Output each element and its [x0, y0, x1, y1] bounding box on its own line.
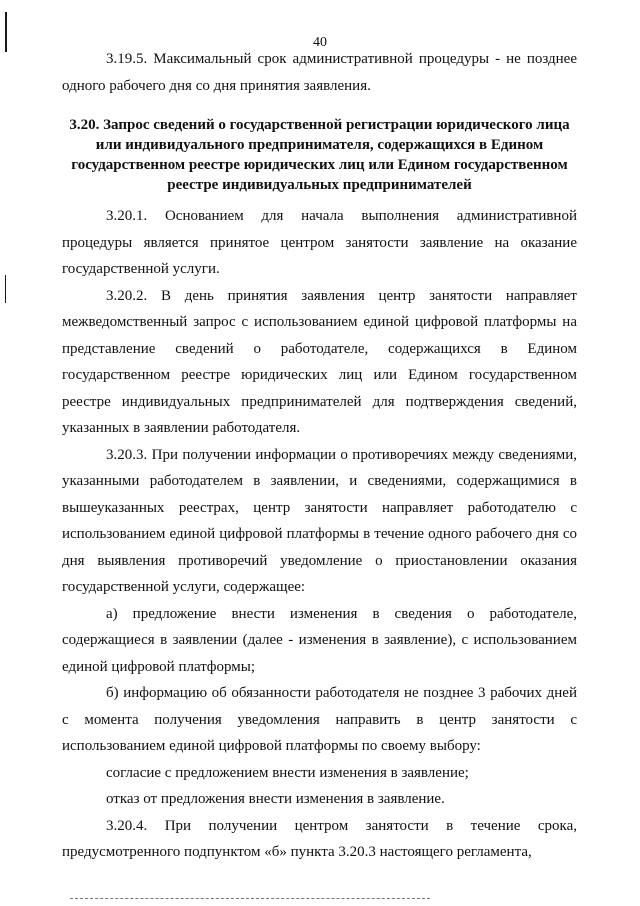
page-number: 40 — [313, 35, 327, 50]
scan-margin-mark — [5, 12, 7, 52]
section-heading-3-20: 3.20. Запрос сведений о государственной регистрации юридического лица или индивидуального предпринимателя, содержащихся в Едином государственном реестре юридических лиц или Едином государственном реестре индивидуальных предпринимателей — [69, 117, 570, 193]
paragraph-3-20-1: 3.20.1. Основанием для начала выполнения административной процедуры является принятое центром занятости заявление на оказание государственной услуги. — [62, 208, 577, 277]
bottom-scan-rule — [70, 898, 430, 899]
paragraph-3-20-4: 3.20.4. При получении центром занятости в течение срока, предусмотренного подпунктом «б» пункта 3.20.3 настоящего регламента, — [62, 817, 577, 860]
paragraph-3-19-5: 3.19.5. Максимальный срок административной процедуры - не позднее одного рабочего дня со дня принятия заявления. — [62, 51, 577, 94]
document-body — [62, 46, 577, 866]
paragraph-3-20-2: 3.20.2. В день принятия заявления центр занятости направляет межведомственный запрос с использованием единой цифровой платформы на представление сведений о работодателе, содержащихся в Едином государственном реестре юридических лиц или Едином государственном реестре индивидуальных предпринимателей для подтверждения сведений, указанных в заявлении работодателя. — [62, 287, 577, 436]
option-consent: согласие с предложением внести изменения в заявление; — [106, 764, 469, 781]
scan-margin-mark — [5, 275, 6, 303]
option-refusal: отказ от предложения внести изменения в заявление. — [106, 791, 445, 807]
list-item-a: а) предложение внести изменения в сведения о работодателе, содержащиеся в заявлении (далее - изменения в заявление), с использованием единой цифровой платформы; — [62, 605, 577, 675]
list-item-b: б) информацию об обязанности работодателя не позднее 3 рабочих дней с момента получения уведомления направить в центр занятости с использованием единой цифровой платформы по своему выбору: — [62, 685, 577, 754]
paragraph-3-20-3: 3.20.3. При получении информации о противоречиях между сведениями, указанными работодателем в заявлении, и сведениями, содержащимися в вышеуказанных реестрах, центр занятости направляет работодателю с использованием единой цифровой платформы в течение одного рабочего дня со дня выявления противоречий уведомление о приостановлении оказания государственной услуги, содержащее: — [62, 446, 577, 595]
